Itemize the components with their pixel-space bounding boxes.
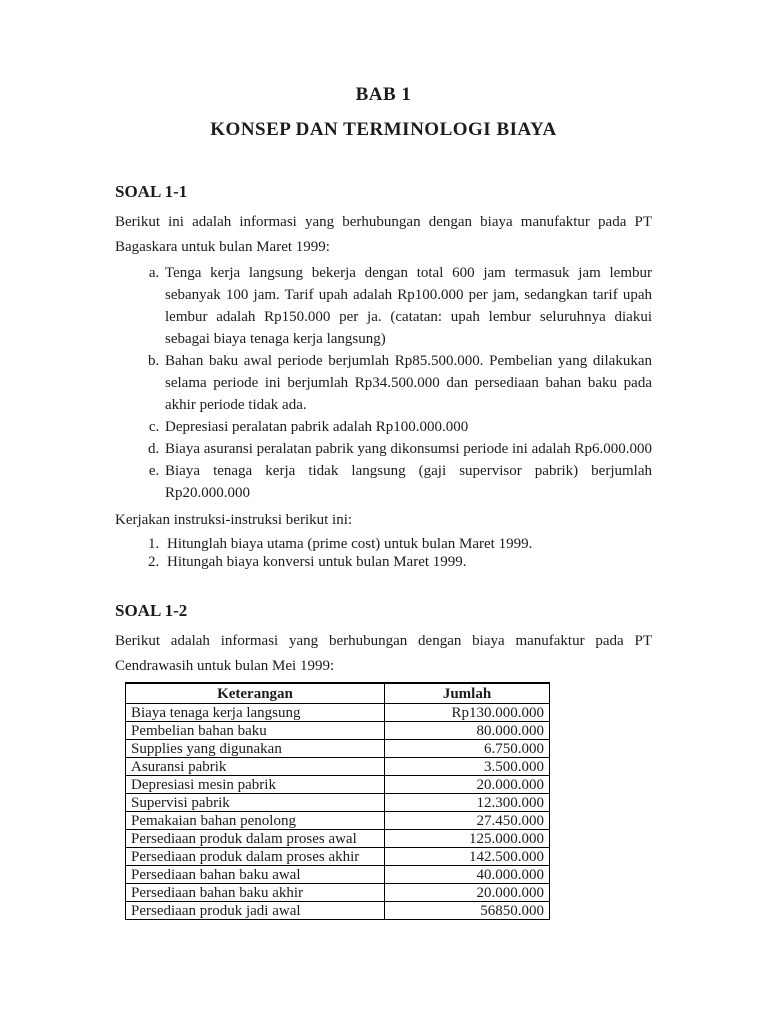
table-row (126, 794, 550, 812)
row-label: Pembelian bahan baku (126, 722, 385, 740)
table-row (126, 758, 550, 776)
soal-1-2-heading: SOAL 1-2 (115, 601, 188, 620)
row-value: 20.000.000 (385, 884, 550, 902)
table-header-row (126, 683, 550, 704)
table-row (126, 902, 550, 920)
table-row (126, 740, 550, 758)
row-value: 20.000.000 (385, 776, 550, 794)
row-value: Rp130.000.000 (385, 704, 550, 722)
table-row (126, 884, 550, 902)
table-row (126, 722, 550, 740)
soal-1-2-intro: Berikut adalah informasi yang berhubungan dengan biaya manufaktur pada PT Cendrawasih untuk bulan Mei 1999: (115, 633, 652, 674)
instruction-2: 2. Hitungah biaya konversi untuk bulan Maret 1999. (163, 553, 652, 571)
soal-1-1-item-list (115, 262, 652, 504)
row-value: 3.500.000 (385, 758, 550, 776)
row-value: 142.500.000 (385, 848, 550, 866)
row-value: 80.000.000 (385, 722, 550, 740)
row-label: Persediaan bahan baku akhir (126, 884, 385, 902)
row-value: 40.000.000 (385, 866, 550, 884)
list-item-e: e. Biaya tenaga kerja tidak langsung (gaji supervisor pabrik) berjumlah Rp20.000.000 (163, 460, 652, 504)
row-label: Biaya tenaga kerja langsung (126, 704, 385, 722)
row-value: 27.450.000 (385, 812, 550, 830)
row-value: 12.300.000 (385, 794, 550, 812)
row-value: 56850.000 (385, 902, 550, 920)
instruction-list (115, 535, 652, 571)
list-item-d: d. Biaya asuransi peralatan pabrik yang dikonsumsi periode ini adalah Rp6.000.000 (163, 438, 652, 460)
list-item-a: a. Tenga kerja langsung bekerja dengan total 600 jam termasuk jam lembur sebanyak 100 jam. Tarif upah adalah Rp100.000 per jam, sedangkan tarif upah lembur adalah Rp150.000 per ja. (catatan: upah lembur seluruhnya diakui sebagai biaya tenaga kerja langsung) (163, 262, 652, 350)
list-item-b: b. Bahan baku awal periode berjumlah Rp85.500.000. Pembelian yang dilakukan selama periode ini berjumlah Rp34.500.000 dan persediaan bahan baku pada akhir periode tidak ada. (163, 350, 652, 416)
row-label: Depresiasi mesin pabrik (126, 776, 385, 794)
chapter-subtitle: KONSEP DAN TERMINOLOGI BIAYA (210, 119, 557, 140)
row-label: Supplies yang digunakan (126, 740, 385, 758)
table-row (126, 704, 550, 722)
title-block (115, 84, 652, 140)
row-label: Supervisi pabrik (126, 794, 385, 812)
instructions-intro: Kerjakan instruksi-instruksi berikut ini: (115, 512, 353, 528)
list-item-c: c. Depresiasi peralatan pabrik adalah Rp100.000.000 (163, 416, 652, 438)
instruction-1: 1. Hitunglah biaya utama (prime cost) untuk bulan Maret 1999. (163, 535, 652, 553)
chapter-title: BAB 1 (355, 84, 412, 105)
table-row (126, 848, 550, 866)
row-label: Persediaan produk jadi awal (126, 902, 385, 920)
row-label: Pemakaian bahan penolong (126, 812, 385, 830)
row-label: Persediaan produk dalam proses awal (126, 830, 385, 848)
row-label: Persediaan bahan baku awal (126, 866, 385, 884)
table-row (126, 776, 550, 794)
soal-1-1-intro: Berikut ini adalah informasi yang berhubungan dengan biaya manufaktur pada PT Bagaskara untuk bulan Maret 1999: (115, 214, 652, 255)
row-value: 125.000.000 (385, 830, 550, 848)
column-header-jumlah: Jumlah (385, 683, 550, 704)
table-row (126, 866, 550, 884)
table-row (126, 812, 550, 830)
soal-1-1-heading: SOAL 1-1 (115, 182, 188, 201)
row-label: Asuransi pabrik (126, 758, 385, 776)
row-value: 6.750.000 (385, 740, 550, 758)
table-row (126, 830, 550, 848)
row-label: Persediaan produk dalam proses akhir (126, 848, 385, 866)
column-header-keterangan: Keterangan (126, 683, 385, 704)
cost-table (125, 682, 550, 920)
